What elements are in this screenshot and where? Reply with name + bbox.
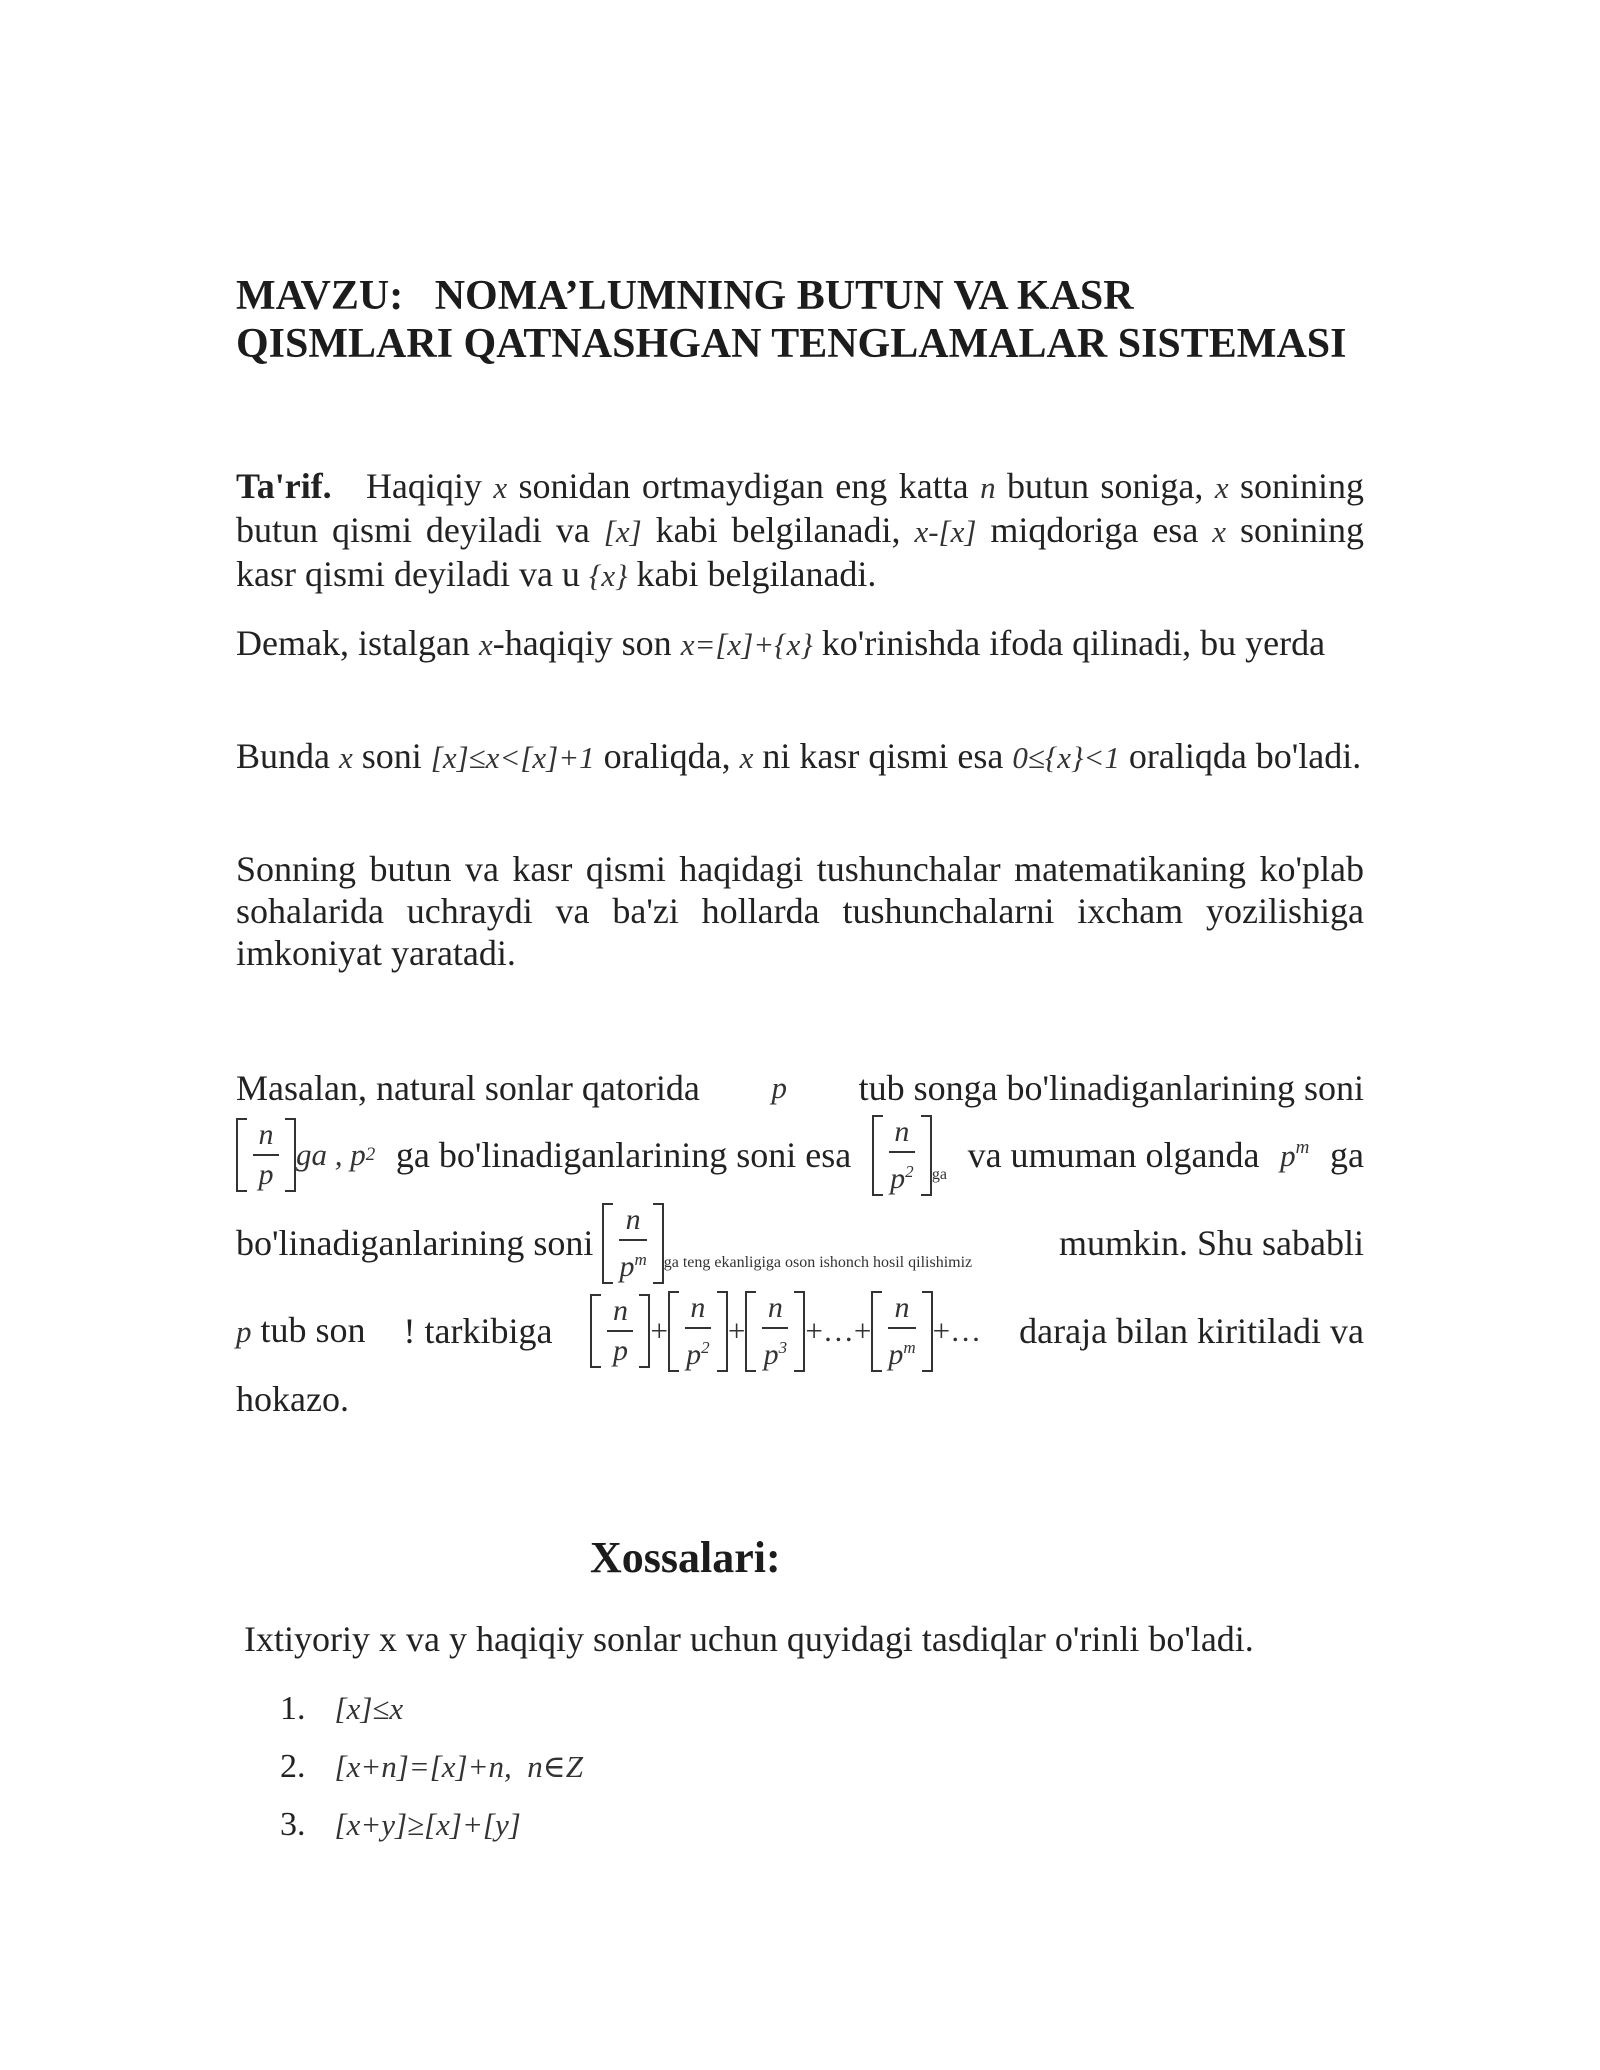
bunda-text: oraliqda, <box>603 736 731 776</box>
fraction-n-over-p2 <box>872 1115 932 1196</box>
fraction-denominator <box>888 1331 915 1372</box>
math-exponent: m <box>903 1337 916 1357</box>
small-ga: ga <box>931 1165 947 1183</box>
math-integer-inequality: [x]≤x<[x]+1 <box>430 740 595 775</box>
bunda-text: Bunda <box>236 736 330 776</box>
section-heading: Xossalari: <box>590 1533 781 1582</box>
list-number: 3. <box>280 1806 306 1843</box>
definition-text: kabi belgilanadi. <box>636 554 877 594</box>
math-plus-dots: +…+ <box>805 1313 872 1348</box>
fraction-denominator <box>890 1155 914 1196</box>
fraction-denominator: p <box>612 1334 628 1367</box>
math-n: n <box>980 470 996 505</box>
math-exponent: 2 <box>905 1161 914 1181</box>
properties-intro: Ixtiyoriy x va y haqiqiy sonlar uchun quyidagi tasdiqlar o'rinli bo'ladi. <box>244 1619 1254 1659</box>
math-exponent: m <box>634 1249 647 1269</box>
math-integer-part: [x] <box>603 514 642 549</box>
fraction-n-over-p3 <box>745 1291 805 1372</box>
masalan-text: bo'linadiganlarining soni <box>236 1223 594 1263</box>
demak-text: Demak, istalgan <box>236 623 470 663</box>
list-number: 1. <box>280 1690 306 1727</box>
title-line-1: MAVZU: NOMA’LUMNING BUTUN VA KASR <box>236 273 1134 319</box>
math-p: p <box>236 1314 252 1349</box>
masalan-text: mumkin. Shu sababli <box>1059 1223 1364 1263</box>
fraction-n-over-p <box>236 1118 296 1192</box>
fraction-n-over-pm <box>602 1203 663 1284</box>
masalan-paragraph <box>236 1067 1364 1111</box>
math-p: p <box>771 1070 787 1105</box>
math-exponent: m <box>1295 1137 1310 1158</box>
definition-text: Haqiqiy <box>365 466 482 506</box>
masalan-text: ! tarkibiga <box>403 1311 553 1351</box>
math-x: x <box>1214 470 1229 505</box>
sonning-paragraph: Sonning butun va kasr qismi haqidagi tushunchalar matematikaning ko'plab sohalarida uchraydi va ba'zi hollarda tushunchalarni ixcham yozilishiga imkoniyat yaratadi. <box>236 849 1364 973</box>
math-p: p <box>763 1337 779 1371</box>
math-plus: + <box>727 1313 746 1348</box>
definition-text: kabi belgilanadi, <box>655 510 901 550</box>
definition-paragraph <box>236 465 1364 597</box>
math-decomposition: x=[x]+{x} <box>680 627 813 662</box>
math-p: p <box>1280 1138 1296 1173</box>
demak-paragraph <box>236 622 1364 666</box>
fraction-numerator: n <box>612 1294 628 1327</box>
masalan-text: Masalan, natural sonlar qatorida <box>236 1068 700 1108</box>
masalan-line-2: $\frac{n}{p}$ ga , p 2 ga bo'linadiganlarining soni esa $\frac{n}{p^2}$ ga va umuman olganda $p^m$ ga <box>236 1112 1364 1198</box>
math-plus: + <box>650 1313 668 1348</box>
title-line-2: QISMLARI QATNASHGAN TENGLAMALAR SISTEMASI <box>236 321 1347 367</box>
math-x: x <box>339 740 353 775</box>
demak-text: -haqiqiy son <box>492 623 672 663</box>
math-p: p <box>890 1161 906 1195</box>
properties-list <box>280 1680 583 1854</box>
math-x: x <box>493 470 508 505</box>
definition-label: Ta'rif. <box>236 466 332 506</box>
demak-text: ko'rinishda ifoda qilinadi, bu yerda <box>821 623 1326 663</box>
document-title <box>236 272 1364 368</box>
fraction-numerator: n <box>258 1118 274 1151</box>
fraction-numerator: n <box>690 1290 706 1324</box>
list-expression: [x+n]=[x]+n, n∈Z <box>334 1749 583 1784</box>
masalan-text: va umuman olganda <box>967 1135 1260 1175</box>
masalan-line-3 <box>236 1200 1364 1286</box>
bunda-paragraph <box>236 735 1364 779</box>
math-exponent: 3 <box>778 1337 788 1357</box>
math-p: p <box>619 1249 635 1283</box>
math-tail: +… <box>932 1313 982 1348</box>
masalan-text: tub son <box>260 1310 366 1350</box>
fraction-denominator <box>619 1243 646 1284</box>
fraction-n-over-pm <box>871 1291 932 1372</box>
definition-text: sonidan ortmaydigan eng katta <box>518 466 969 506</box>
small-note: ga teng ekanligiga oson ishonch hosil qilishimiz <box>663 1253 973 1271</box>
list-item <box>280 1796 583 1854</box>
bunda-text: oraliqda bo'ladi. <box>1128 736 1362 776</box>
bunda-text: ni kasr qismi esa <box>762 736 1004 776</box>
fraction-numerator: n <box>894 1114 910 1148</box>
bunda-text: soni <box>361 736 422 776</box>
masalan-text: ga bo'linadiganlarining soni esa <box>395 1135 852 1175</box>
list-item <box>280 1680 583 1738</box>
math-x: x <box>739 740 754 775</box>
math-x: x <box>478 627 493 662</box>
list-expression: [x]≤x <box>334 1691 404 1726</box>
definition-text: sonining kasr qismi deyiladi va u <box>236 510 1364 594</box>
masalan-text: tub songa bo'linadiganlarining soni <box>858 1068 1364 1108</box>
list-number: 2. <box>280 1748 306 1785</box>
masalan-line-1 <box>236 1067 1364 1111</box>
math-exponent: 2 <box>701 1337 710 1357</box>
fraction-n-over-p <box>590 1294 650 1368</box>
fraction-numerator: n <box>767 1290 783 1324</box>
list-item <box>280 1738 583 1796</box>
math-p: p <box>686 1337 702 1371</box>
fraction-numerator: n <box>894 1290 910 1324</box>
fraction-denominator <box>686 1331 710 1372</box>
math-x-minus-integer-part: x-[x] <box>914 514 977 549</box>
list-expression: [x+y]≥[x]+[y] <box>334 1807 521 1842</box>
definition-text: miqdoriga esa <box>990 510 1199 550</box>
math-fraction-inequality: 0≤{x}<1 <box>1012 740 1120 775</box>
math-p: p <box>888 1337 904 1371</box>
fraction-numerator: n <box>625 1202 641 1236</box>
definition-text: butun soniga, <box>1007 466 1204 506</box>
masalan-line-4 <box>236 1288 1364 1374</box>
masalan-text: ga <box>1329 1135 1364 1175</box>
definition-text: sonining butun qismi deyiladi va <box>236 466 1365 550</box>
math-fractional-part: {x} <box>588 558 628 593</box>
math-ga-p: ga , p <box>296 1137 366 1172</box>
math-x: x <box>1212 514 1227 549</box>
fraction-n-over-p2 <box>668 1291 728 1372</box>
fraction-denominator: p <box>258 1158 274 1191</box>
fraction-denominator <box>764 1331 788 1372</box>
masalan-line-5: hokazo. <box>236 1379 349 1419</box>
masalan-text: daraja bilan kiritiladi va <box>1019 1311 1364 1351</box>
legendre-sum <box>590 1291 981 1372</box>
